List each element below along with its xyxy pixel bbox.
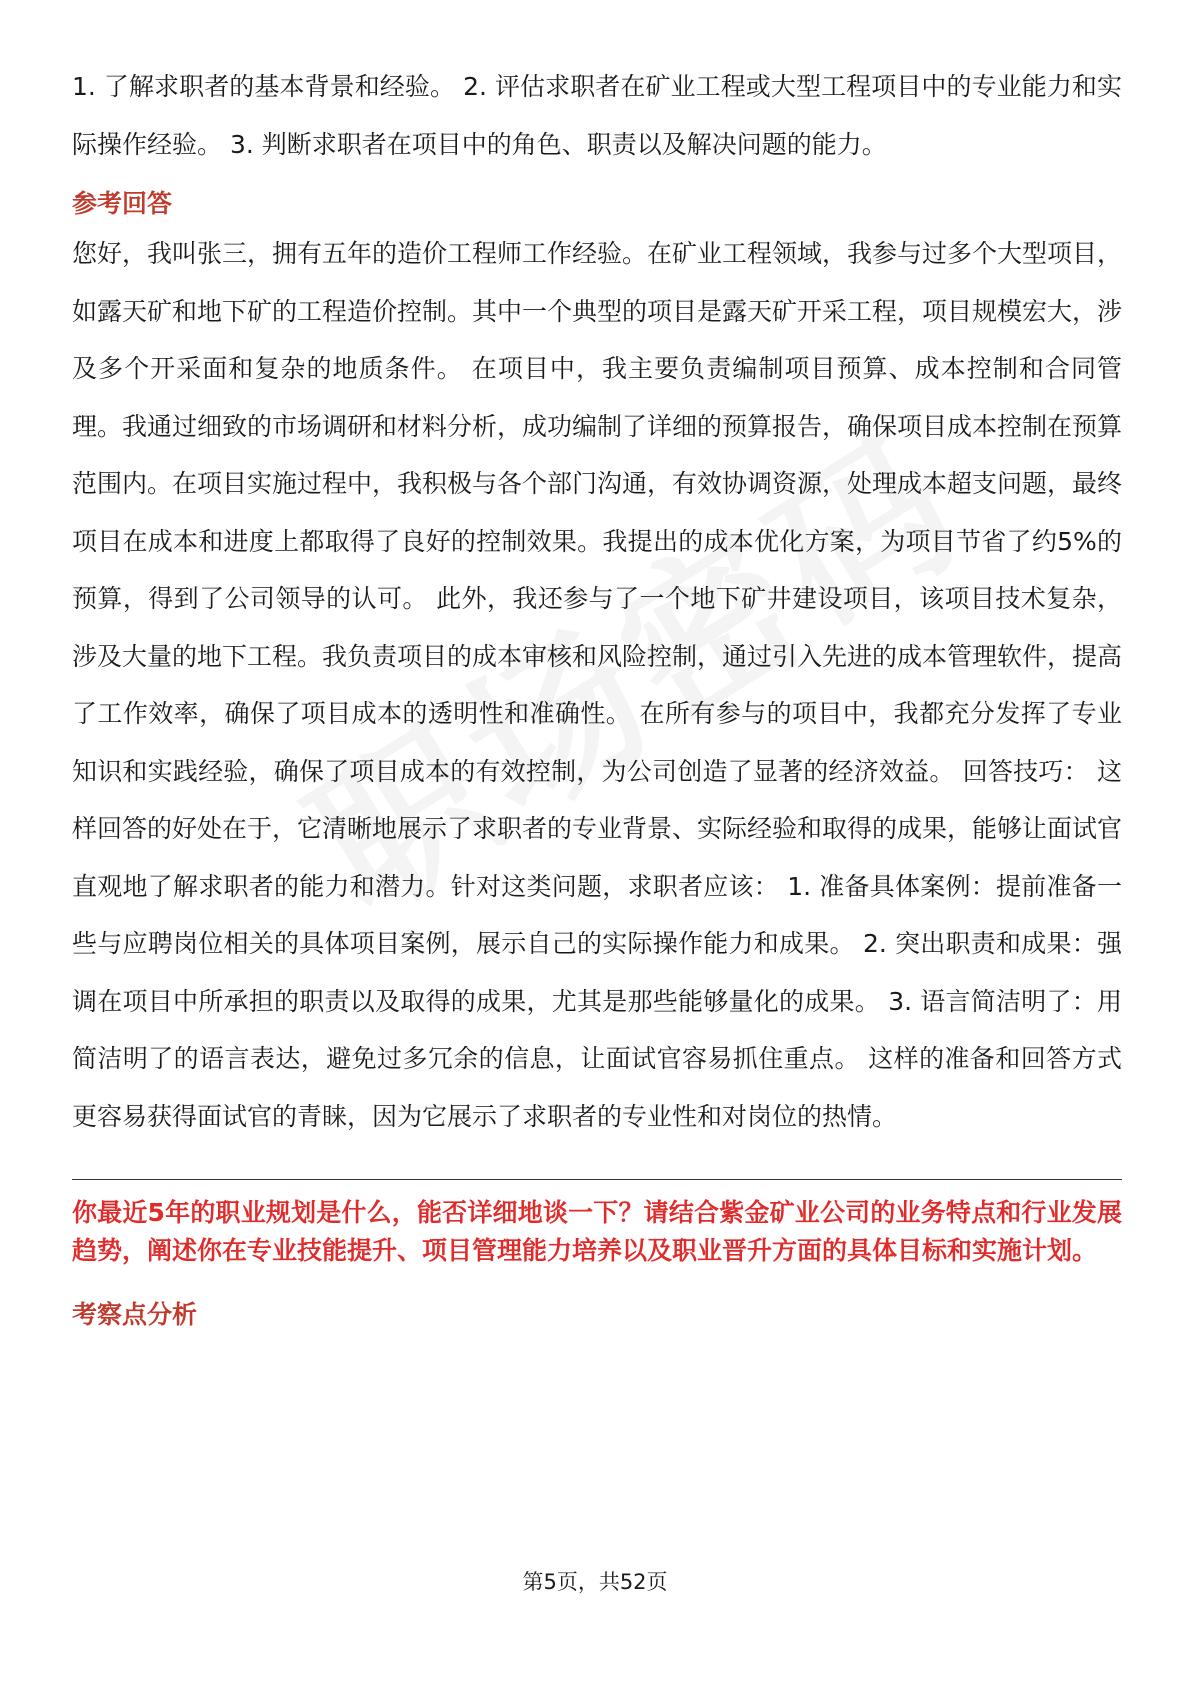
- next-question: 你最近5年的职业规划是什么，能否详细地谈一下？请结合紫金矿业公司的业务特点和行业发展趋势，阐述你在专业技能提升、项目管理能力培养以及职业晋升方面的具体目标和实施计划。: [72, 1198, 1122, 1265]
- section-divider: [72, 1179, 1122, 1180]
- page-footer: 第5页，共52页: [522, 1570, 668, 1594]
- intro-paragraph: 1. 了解求职者的基本背景和经验。 2. 评估求职者在矿业工程或大型工程项目中的专业能力和实际操作经验。 3. 判断求职者在项目中的角色、职责以及解决问题的能力。: [72, 72, 1122, 159]
- analysis-label: 考察点分析: [72, 1300, 198, 1329]
- reference-answer-label: 参考回答: [72, 189, 173, 218]
- reference-answer-paragraph: 您好，我叫张三，拥有五年的造价工程师工作经验。在矿业工程领域，我参与过多个大型项目，如露天矿和地下矿的工程造价控制。其中一个典型的项目是露天矿开采工程，项目规模宏大，涉及多个开采面和复杂的地质条件。 在项目中，我主要负责编制项目预算、成本控制和合同管理。我通过细致的市场调研和材料分析，成功编制了详细的预算报告，确保项目成本控制在预算范围内。在项目实施过程中，我积极与各个部门沟通，有效协调资源，处理成本超支问题，最终项目在成本和进度上都取得了良好的控制效果。我提出的成本优化方案，为项目节省了约5%的预算，得到了公司领导的认可。 此外，我还参与了一个地下矿井建设项目，该项目技术复杂，涉及大量的地下工程。我负责项目的成本审核和风险控制，通过引入先进的成本管理软件，提高了工作效率，确保了项目成本的透明性和准确性。 在所有参与的项目中，我都充分发挥了专业知识和实践经验，确保了项目成本的有效控制，为公司创造了显著的经济效益。 回答技巧： 这样回答的好处在于，它清晰地展示了求职者的专业背景、实际经验和取得的成果，能够让面试官直观地了解求职者的能力和潜力。针对这类问题，求职者应该： 1. 准备具体案例：提前准备一些与应聘岗位相关的具体项目案例，展示自己的实际操作能力和成果。 2. 突出职责和成果：强调在项目中所承担的职责以及取得的成果，尤其是那些能够量化的成果。 3. 语言简洁明了：用简洁明了的语言表达，避免过多冗余的信息，让面试官容易抓住重点。 这样的准备和回答方式更容易获得面试官的青睐，因为它展示了求职者的专业性和对岗位的热情。: [72, 239, 1123, 1131]
- page-content: [72, 58, 1122, 1334]
